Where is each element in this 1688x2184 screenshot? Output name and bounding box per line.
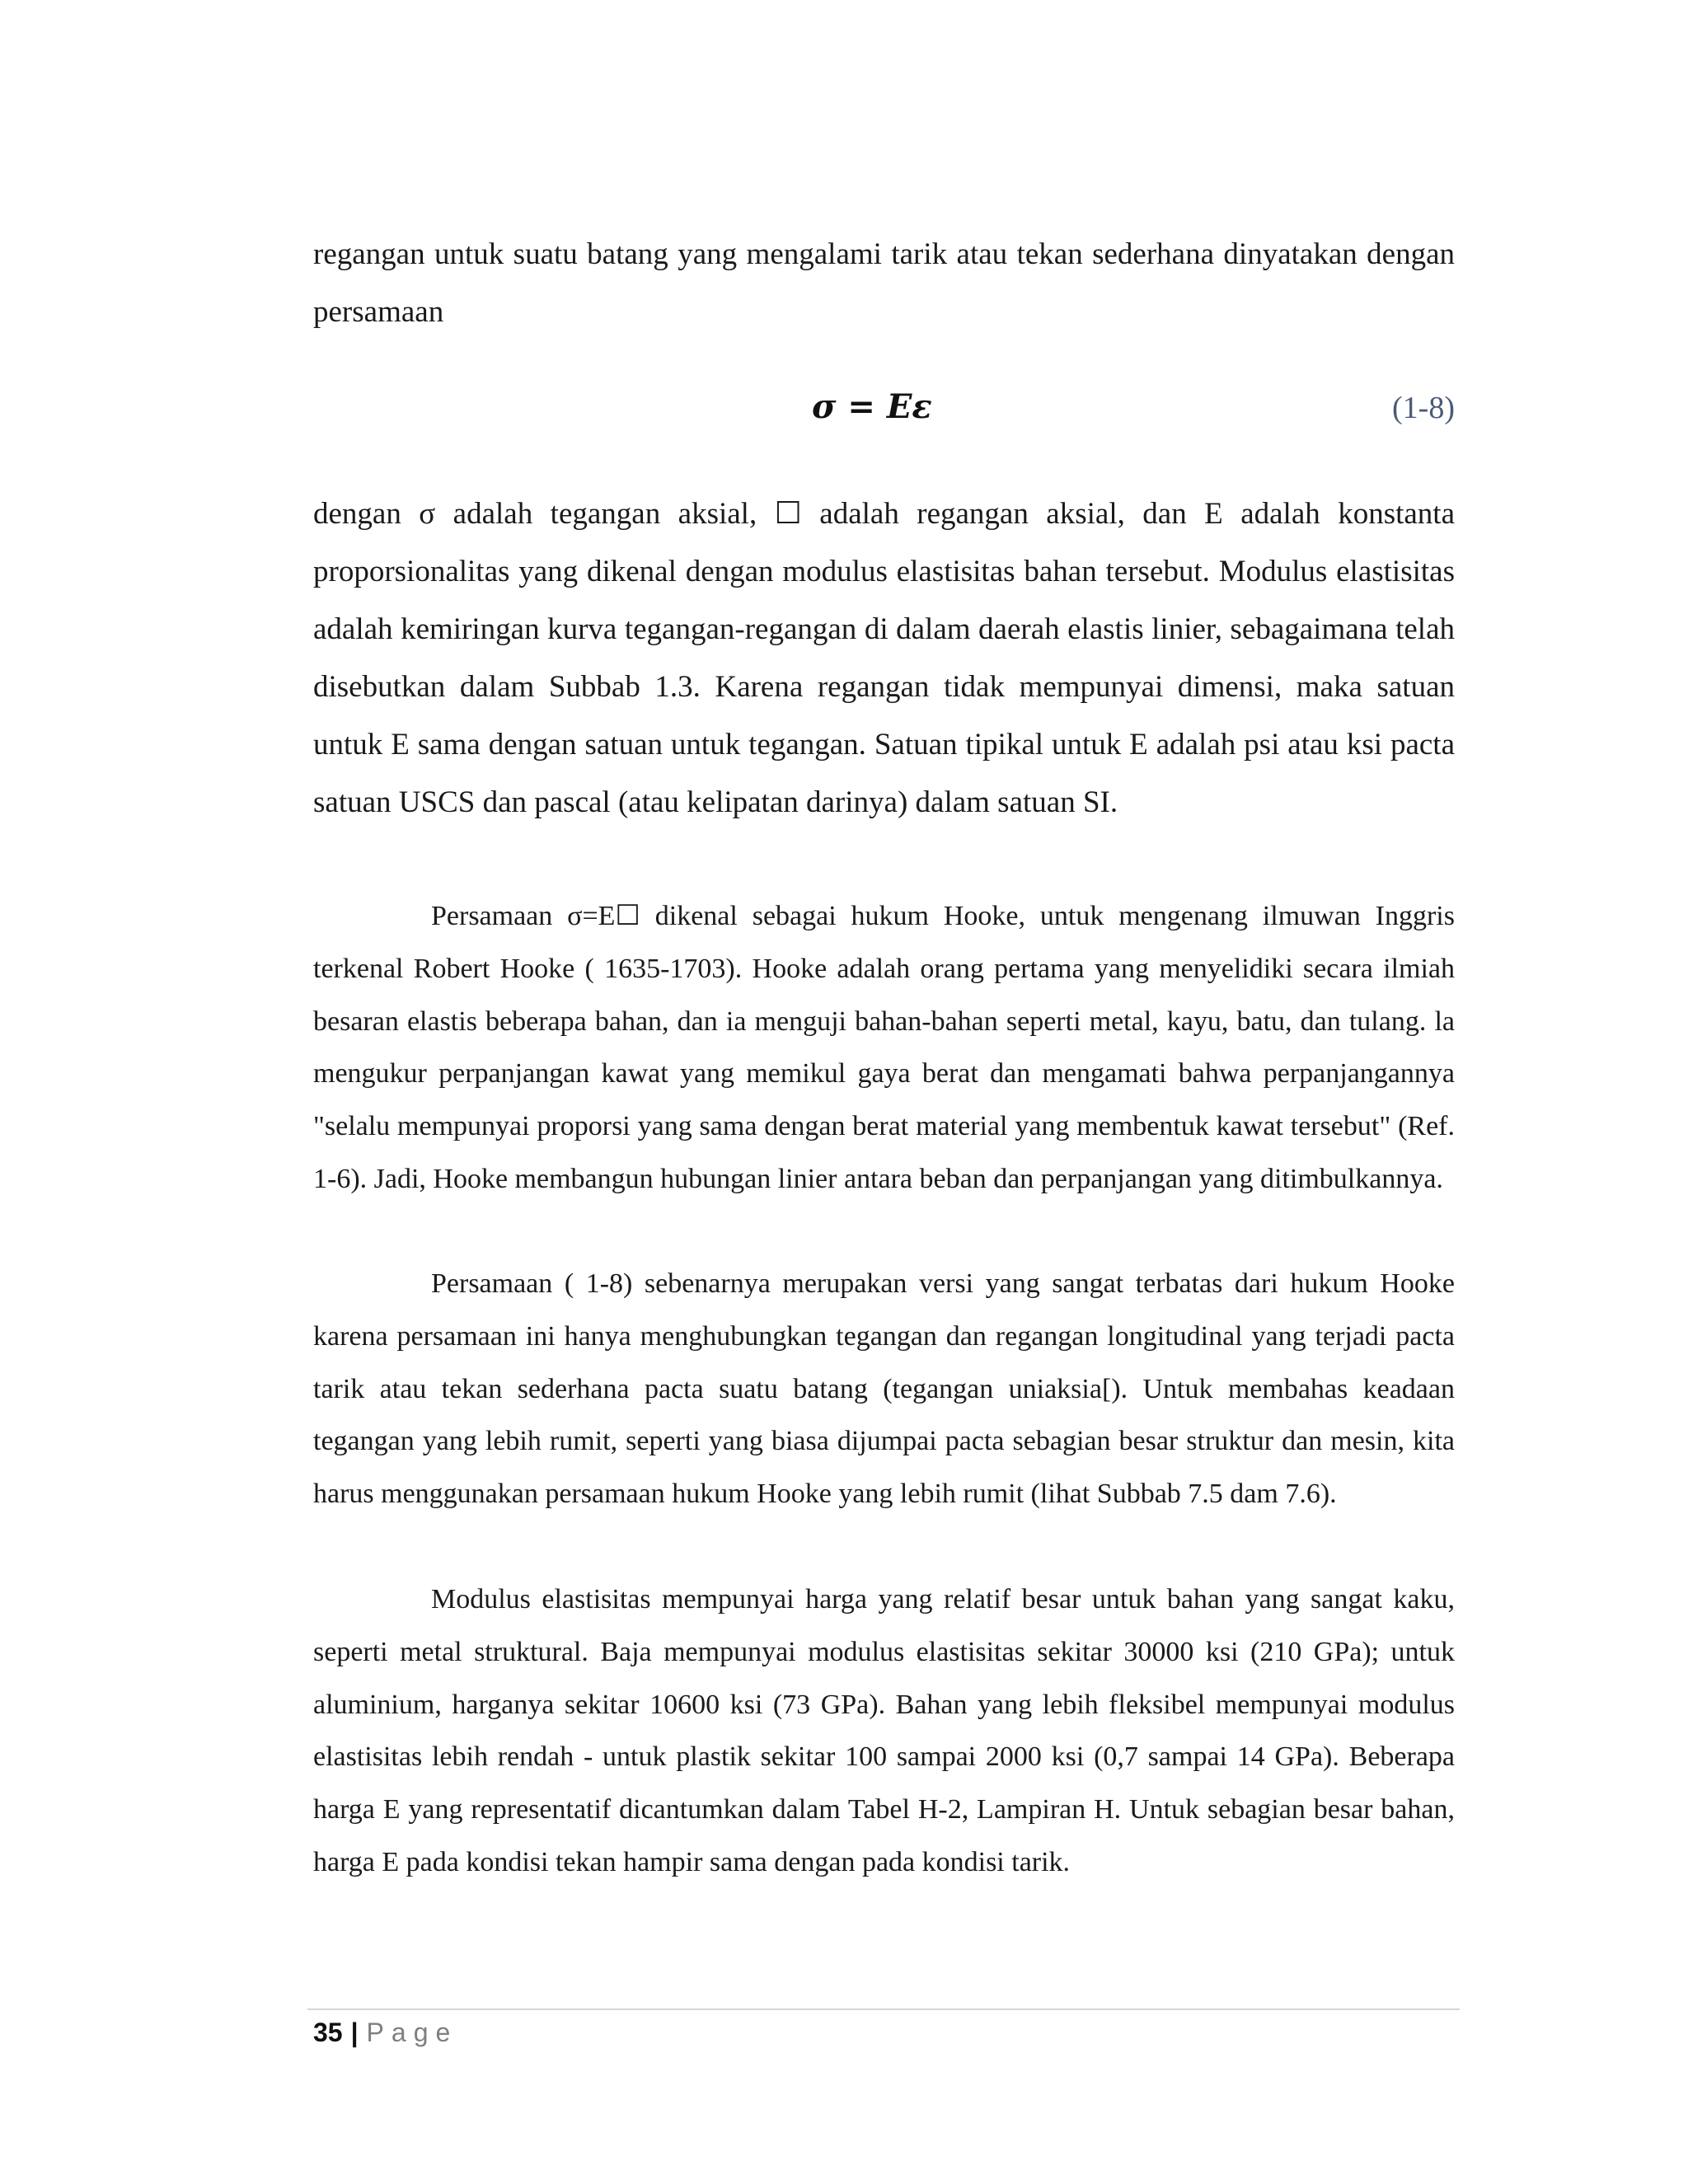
equation-number: (1-8) [1392, 391, 1455, 425]
paragraph-limited-version: Persamaan ( 1-8) sebenarnya merupakan versi yang sangat terbatas dari hukum Hooke karena persamaan ini hanya menghubungkan tegangan dan regangan longitudinal yang terjadi pacta tarik atau tekan sederhana pacta suatu batang (tegangan uniaksia[). Untuk membahas keadaan tegangan yang lebih rumit, seperti yang biasa dijumpai pacta sebagian besar struktur dan mesin, kita harus menggunakan persamaan hukum Hooke yang lebih rumit (lihat Subbab 7.5 dam 7.6). [313, 1268, 1455, 1510]
page-label: Page [366, 2018, 458, 2047]
paragraph-modulus-values: Modulus elastisitas mempunyai harga yang relatif besar untuk bahan yang sangat kaku, seperti metal struktural. Baja mempunyai modulus elastisitas sekitar 30000 ksi (210 GPa); untuk aluminium, harganya sekitar 10600 ksi (73 GPa). Bahan yang lebih fleksibel mempunyai modulus elastisitas lebih rendah - untuk plastik sekitar 100 sampai 2000 ksi (0,7 sampai 14 GPa). Beberapa harga E yang representatif dicantumkan dalam Tabel H-2, Lampiran H. Untuk sebagian besar bahan, harga E pada kondisi tekan hampir sama dengan pada kondisi tarik. [313, 1584, 1455, 1877]
page-footer [313, 2014, 457, 2050]
page-separator: | [350, 2018, 359, 2047]
paragraph-definitions: dengan σ adalah tegangan aksial, ☐ adalah regangan aksial, dan E adalah konstanta proporsionalitas yang dikenal dengan modulus elastisitas bahan tersebut. Modulus elastisitas adalah kemiringan kurva tegangan-regangan di dalam daerah elastis linier, sebagaimana telah disebutkan dalam Subbab 1.3. Karena regangan tidak mempunyai dimensi, maka satuan untuk E sama dengan satuan untuk tegangan. Satuan tipikal untuk E adalah psi atau ksi pacta satuan USCS dan pascal (atau kelipatan darinya) dalam satuan SI. [313, 497, 1455, 819]
paragraph-hooke-law: Persamaan σ=E☐ dikenal sebagai hukum Hooke, untuk mengenang ilmuwan Inggris terkenal Robert Hooke ( 1635-1703). Hooke adalah orang pertama yang menyelidiki secara ilmiah besaran elastis beberapa bahan, dan ia menguji bahan-bahan seperti metal, kayu, batu, dan tulang. la mengukur perpanjangan kawat yang memikul gaya berat dan mengamati bahwa perpanjangannya "selalu mempunyai proporsi yang sama dengan berat material yang membentuk kawat tersebut" (Ref. 1-6). Jadi, Hooke membangun hubungan linier antara beban dan perpanjangan yang ditimbulkannya. [313, 901, 1455, 1194]
page-number: 35 [313, 2018, 343, 2047]
footer-divider [307, 2008, 1460, 2010]
equation-formula: σ = Eε [812, 387, 932, 426]
equation-hooke [313, 369, 1455, 452]
paragraph-intro: regangan untuk suatu batang yang mengalami tarik atau tekan sederhana dinyatakan dengan persamaan [313, 237, 1455, 329]
